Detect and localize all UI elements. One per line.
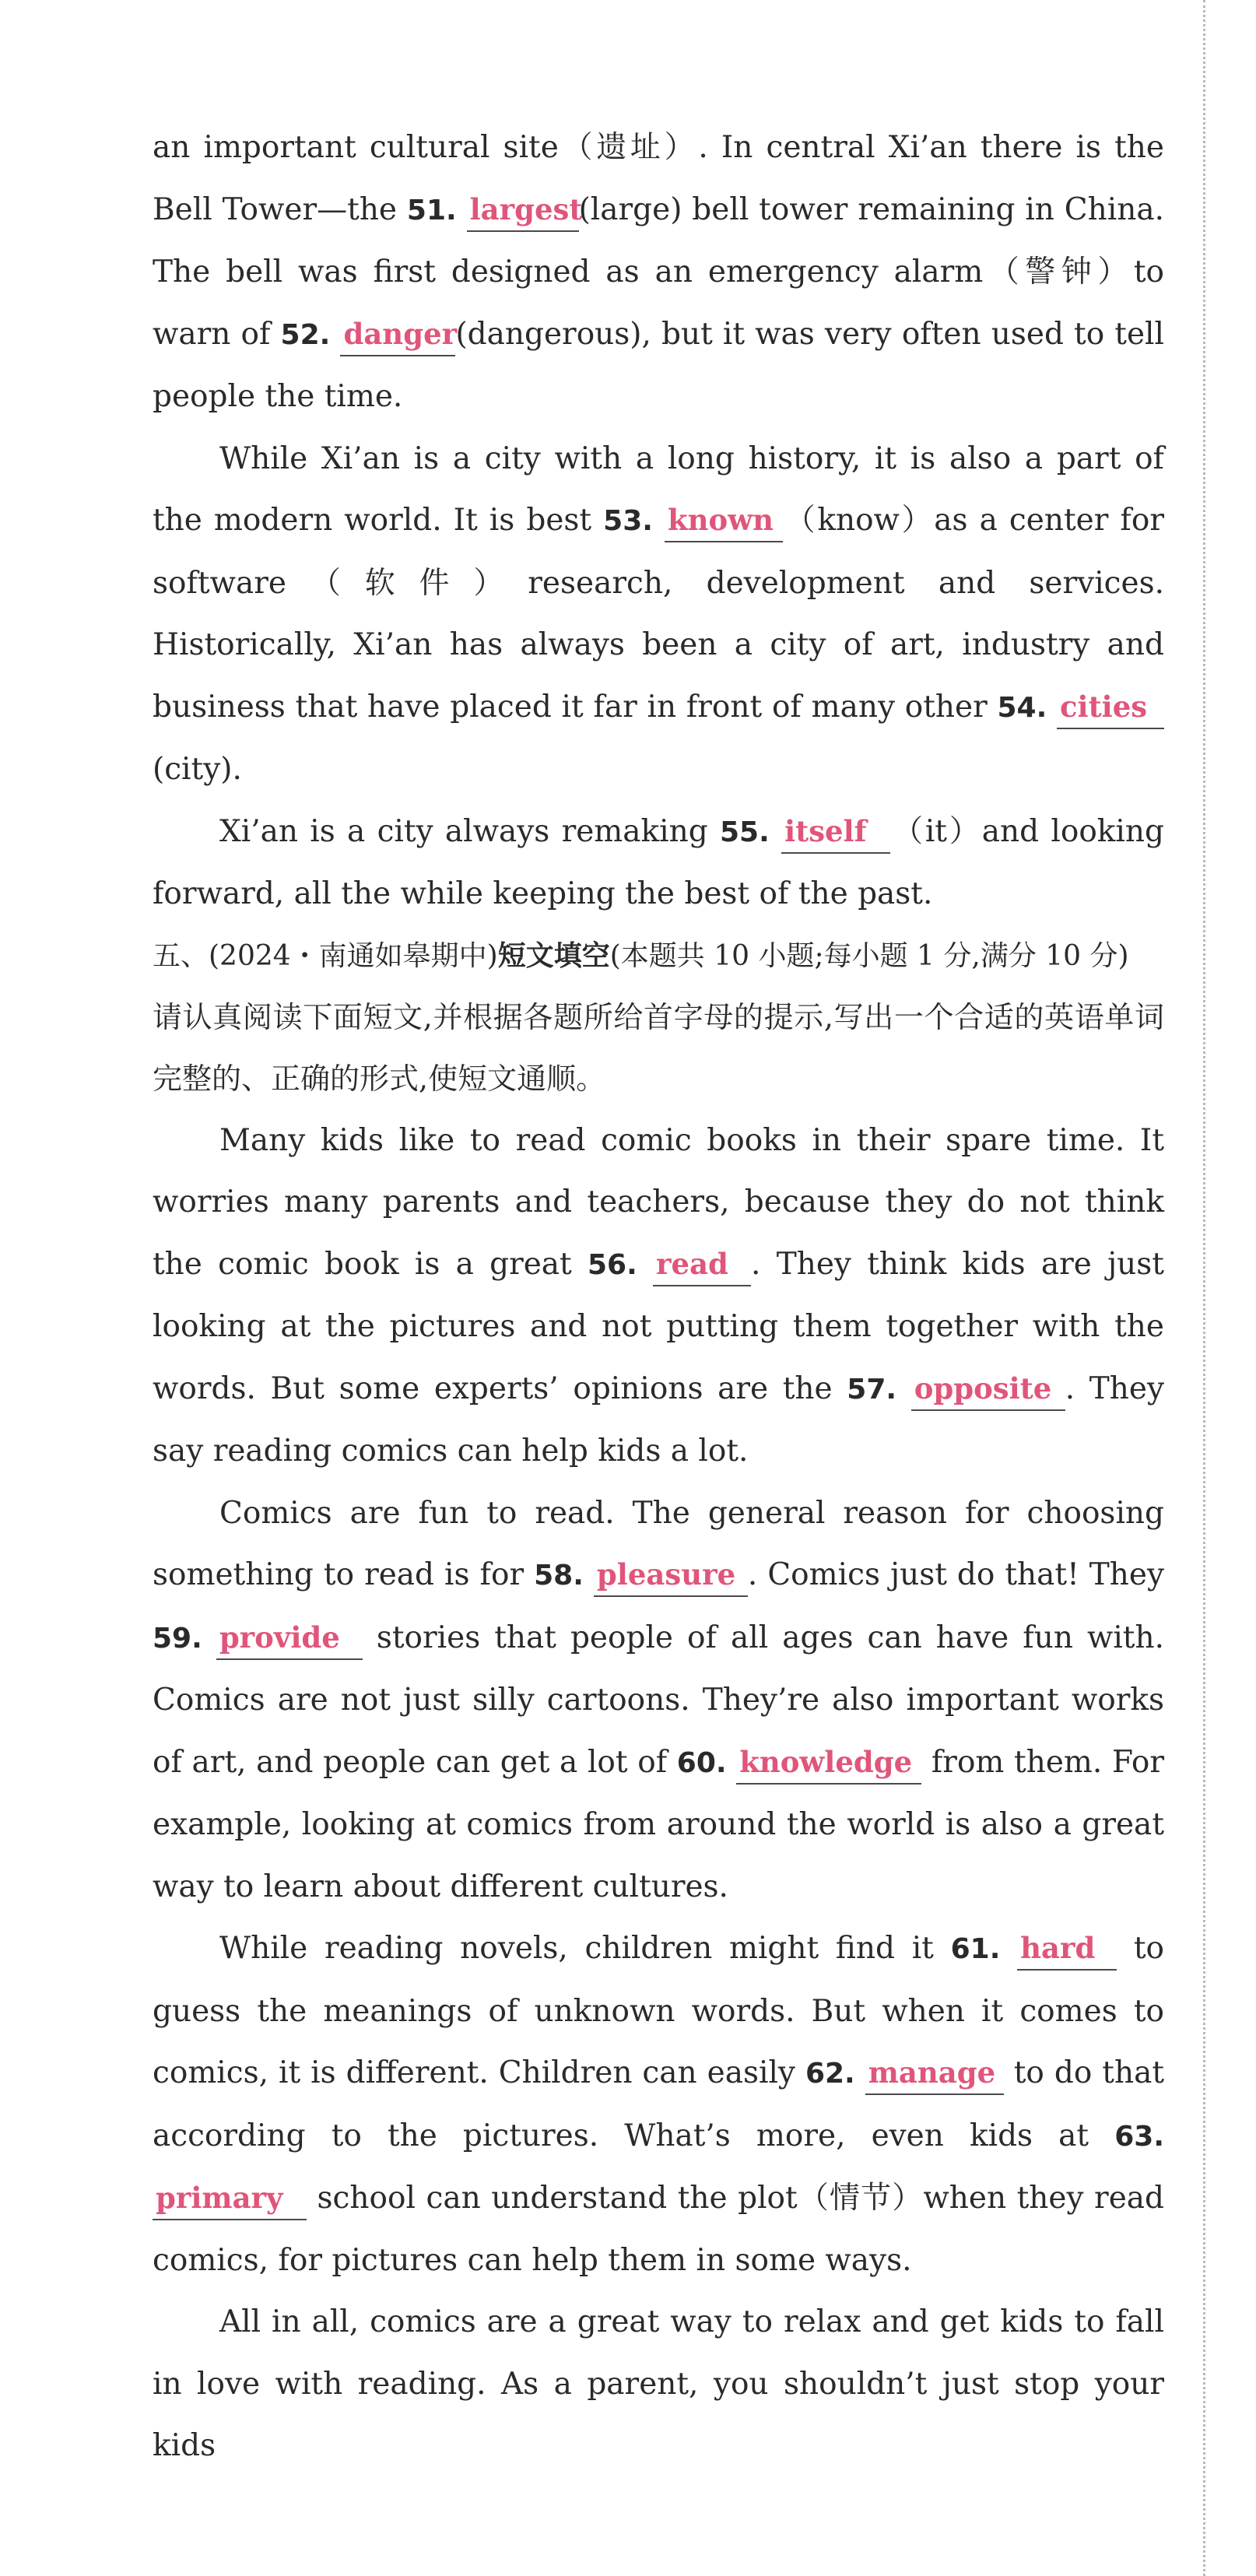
answer-blank-51 [467, 189, 583, 232]
passage-a-paragraph-3: Xi’an is a city always remaking 55. itself （it）and looking forward, all the while keeping the best of the past. [153, 801, 1164, 925]
question-number-57: 57. [847, 1373, 897, 1406]
document-page [153, 117, 1164, 2477]
passage-a-paragraph-1: an important cultural site（遗址）. In central Xi’an there is the Bell Tower—the 51. largest(large) bell tower remaining in China. The bell was first designed as an emergency alarm（警钟）to warn of 52. danger(dangerous), but it was very often used to tell people the time. [153, 130, 1164, 414]
answer-53: known [668, 503, 774, 537]
answer-blank-59 [216, 1617, 363, 1660]
question-number-61: 61. [950, 1933, 1001, 1965]
answer-54: cities [1060, 689, 1148, 724]
question-number-62: 62. [805, 2058, 855, 2090]
passage-b-paragraph-1: Many kids like to read comic books in their spare time. It worries many parents and teachers, because they do not think the comic book is a great 56. read . They think kids are just looking at the pictures and not putting them together with the words. But some experts’ opinions are the 57. opposite . They say reading comics can help kids a lot. [153, 1122, 1164, 1469]
answer-60: knowledge [739, 1744, 913, 1779]
answer-57: opposite [914, 1370, 1052, 1406]
question-number-53: 53. [603, 505, 653, 537]
section-5-title: 短文填空 [497, 939, 610, 972]
answer-blank-56 [653, 1244, 751, 1286]
answer-blank-60 [736, 1742, 921, 1785]
answer-blank-55 [781, 811, 890, 854]
answer-63: primary [156, 2181, 283, 2215]
answer-blank-57 [911, 1368, 1065, 1411]
answer-56: read [656, 1246, 728, 1281]
question-number-58: 58. [534, 1560, 584, 1592]
passage-b-paragraph-2: Comics are fun to read. The general reason for choosing something to read is for 58. pleasure . Comics just do that! They 59. provide stories that people of all ages can have fun with. Comics are not just silly cartoons. They’re also important works of art, and people can get a lot of 60. knowledge from them. For example, looking at comics from around the world is also a great way to learn about different cultures. [153, 1495, 1164, 1904]
answer-51: largest [469, 191, 583, 226]
answer-59: provide [219, 1620, 340, 1655]
answer-blank-62 [865, 2052, 1004, 2095]
question-number-51: 51. [406, 194, 457, 226]
answer-blank-58 [594, 1554, 748, 1597]
answer-blank-61 [1017, 1928, 1117, 1971]
section-5-instruction: 请认真阅读下面短文,并根据各题所给首字母的提示,写出一个合适的英语单词完整的、正确的形式,使短文通顺。 [153, 999, 1164, 1096]
page-edge-dotted-line [1203, 0, 1205, 2576]
answer-52: danger [343, 316, 458, 351]
question-number-63: 63. [1114, 2120, 1164, 2153]
question-number-56: 56. [588, 1248, 637, 1281]
question-number-52: 52. [280, 318, 331, 351]
answer-blank-52 [340, 314, 458, 356]
question-number-54: 54. [997, 691, 1047, 724]
section-5-heading: 五、(2024・南通如皋期中)短文填空(本题共 10 小题;每小题 1 分,满分 10 分) [153, 939, 1129, 972]
passage-a-paragraph-2: While Xi’an is a city with a long history, it is also a part of the modern world. It is best 53. known （know）as a center for software（软件）research, development and services. Historically, Xi’an has always been a city of art, industry and business that have placed it far in front of many other 54. cities(city). [153, 440, 1164, 787]
question-number-59: 59. [153, 1622, 202, 1655]
answer-62: manage [868, 2055, 996, 2090]
answer-55: itself [784, 813, 867, 848]
answer-blank-63 [153, 2178, 307, 2220]
passage-b-paragraph-4: All in all, comics are a great way to relax and get kids to fall in love with reading. As a parent, you shouldn’t just stop your kids [153, 2304, 1164, 2463]
question-number-55: 55. [720, 816, 770, 848]
answer-blank-53 [665, 500, 783, 542]
question-number-60: 60. [676, 1746, 727, 1779]
answer-blank-54 [1057, 686, 1164, 729]
passage-b-paragraph-3: While reading novels, children might find it 61. hard to guess the meanings of unknown words. But when it comes to comics, it is different. Children can easily 62. manage to do that according to the pictures. What’s more, even kids at 63. primary school can understand the plot（情节）when they read comics, for pictures can help them in some ways. [153, 1918, 1164, 2291]
answer-61: hard [1020, 1931, 1096, 1965]
answer-58: pleasure [596, 1557, 736, 1592]
